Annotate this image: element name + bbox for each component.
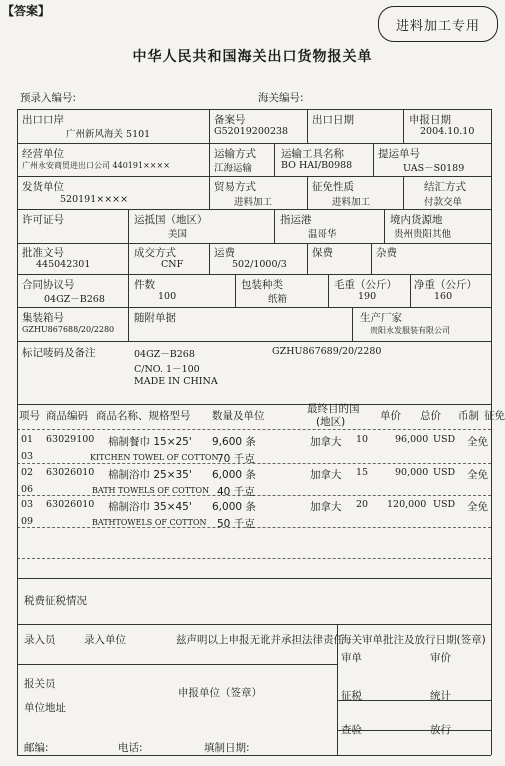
- trade-mode-value: 进料加工: [234, 197, 273, 208]
- trade-mode-label: 贸易方式: [214, 181, 256, 193]
- row-code: 63026010: [46, 499, 95, 510]
- terms-value: CNF: [161, 259, 184, 270]
- declaration-text: 兹声明以上申报无讹并承担法律责任: [176, 634, 344, 646]
- row-no: 02: [21, 467, 34, 478]
- marks-line-1: 04GZ－B268: [134, 349, 195, 360]
- col-header-total: 总价: [420, 410, 441, 422]
- net-value: 160: [434, 291, 453, 302]
- form-title: 中华人民共和国海关出口货物报关单: [132, 49, 373, 65]
- insurance-label: 保费: [312, 247, 333, 259]
- customs-no-label: 海关编号:: [258, 92, 304, 104]
- consignor-value: 520191××××: [60, 194, 129, 205]
- dest-port-label: 指运港: [280, 214, 312, 226]
- row-country: 加拿大: [310, 469, 342, 481]
- entry-person-label: 录入员: [24, 634, 56, 646]
- review-label: 海关审单批注及放行日期(签章): [341, 634, 486, 646]
- record-no-label: 备案号: [214, 114, 246, 126]
- row-sub-name: BATHTOWELS OF COTTON: [92, 518, 207, 527]
- docs-label: 随附单据: [134, 312, 176, 324]
- entry-unit-label: 录入单位: [84, 634, 126, 646]
- tax-nature-value: 进料加工: [332, 197, 371, 208]
- misc-label: 杂费: [376, 247, 397, 259]
- marks-line-2: GZHU867689/20/2280: [272, 346, 382, 357]
- col-header-price: 单价: [380, 410, 401, 422]
- transport-mode-value: 江海运输: [214, 163, 253, 174]
- phone-label: 电话:: [118, 742, 143, 754]
- row-name: 棉制餐巾 15×25': [108, 436, 192, 448]
- marks-label: 标记唛码及备注: [22, 347, 96, 359]
- row-sub-qty: 40 千克: [217, 486, 255, 498]
- audit-label: 审单: [341, 652, 362, 664]
- record-no-value: G52019200238: [214, 126, 289, 137]
- row-sub-qty: 70 千克: [217, 453, 255, 465]
- fill-date-label: 填制日期:: [204, 742, 250, 754]
- pieces-value: 100: [158, 291, 177, 302]
- settlement-value: 付款交单: [424, 197, 463, 208]
- pieces-label: 件数: [134, 279, 155, 291]
- license-label: 许可证号: [22, 214, 64, 226]
- row-sub-no: 09: [21, 516, 34, 527]
- row-price: 15: [356, 467, 369, 478]
- net-label: 净重（公斤）: [414, 279, 477, 291]
- dest-port-value: 温哥华: [308, 229, 337, 240]
- row-qty: 9,600 条: [212, 436, 256, 448]
- transport-mode-label: 运输方式: [214, 148, 256, 160]
- row-sub-name: KITCHEN TOWEL OF COTTON: [90, 453, 219, 462]
- col-header-qty: 数量及单位: [212, 410, 265, 422]
- approval-value: 445042301: [36, 259, 91, 270]
- bill-no-label: 提运单号: [378, 148, 420, 160]
- maker-label: 生产厂家: [360, 312, 402, 324]
- col-header-name: 商品名称、规格型号: [96, 410, 191, 422]
- col-header-currency: 币制: [458, 410, 479, 422]
- row-name: 棉制浴巾 35×45': [108, 501, 192, 513]
- audit-price-label: 审价: [430, 652, 451, 664]
- vessel-label: 运输工具名称: [281, 148, 344, 160]
- row-qty: 6,000 条: [212, 469, 256, 481]
- col-header-region: (地区): [316, 416, 346, 428]
- col-header-tax: 征免: [484, 410, 505, 422]
- row-sub-no: 06: [21, 484, 34, 495]
- col-header-no: 项号: [19, 410, 40, 422]
- contract-label: 合同协议号: [22, 279, 75, 291]
- row-sub-qty: 50 千克: [217, 518, 255, 530]
- row-country: 加拿大: [310, 436, 342, 448]
- row-tax: 全免: [467, 436, 488, 448]
- row-total: 120,000: [387, 499, 427, 510]
- declare-date-value: 2004.10.10: [420, 126, 475, 137]
- package-value: 纸箱: [268, 294, 288, 305]
- row-total: 90,000: [395, 467, 429, 478]
- stamp-text: 进料加工专用: [395, 18, 480, 34]
- col-header-code: 商品编码: [46, 410, 88, 422]
- freight-label: 运费: [214, 247, 235, 259]
- maker-value: 贵阳永发服装有限公司: [370, 326, 450, 335]
- prereg-label: 预录入编号:: [20, 92, 77, 104]
- row-currency: USD: [433, 467, 456, 478]
- row-price: 20: [356, 499, 369, 510]
- freight-value: 502/1000/3: [232, 259, 287, 270]
- declare-date-label: 申报日期: [409, 114, 451, 126]
- statistics-label: 统计: [430, 690, 451, 702]
- tax-section-label: 税费征税情况: [24, 595, 87, 607]
- row-no: 03: [21, 499, 34, 510]
- row-name: 棉制浴巾 25×35': [108, 469, 192, 481]
- export-port-label: 出口口岸: [22, 114, 64, 126]
- unit-address-label: 单位地址: [24, 702, 66, 714]
- vessel-value: BO HAI/B0988: [281, 160, 353, 171]
- row-sub-name: BATH TOWELS OF COTTON: [92, 486, 210, 495]
- inspect-label: 查验: [341, 724, 362, 736]
- container-value: GZHU867688/20/2280: [22, 325, 115, 334]
- row-qty: 6,000 条: [212, 501, 256, 513]
- declarant-label: 报关员: [24, 678, 56, 690]
- operator-value: 广州永安商贸进出口公司 440191××××: [22, 161, 170, 170]
- export-date-label: 出口日期: [312, 114, 354, 126]
- row-code: 63026010: [46, 467, 95, 478]
- gross-value: 190: [358, 291, 377, 302]
- row-price: 10: [356, 434, 369, 445]
- row-code: 63029100: [46, 434, 95, 445]
- answer-tag: 【答案】: [2, 4, 51, 18]
- dest-country-label: 运抵国（地区）: [134, 214, 208, 226]
- row-tax: 全免: [467, 501, 488, 513]
- processing-stamp: [378, 6, 498, 42]
- row-sub-no: 03: [21, 451, 34, 462]
- container-label: 集装箱号: [22, 312, 64, 324]
- package-label: 包装种类: [241, 279, 283, 291]
- consignor-label: 发货单位: [22, 181, 64, 193]
- tax-nature-label: 征免性质: [312, 181, 354, 193]
- settlement-label: 结汇方式: [424, 181, 466, 193]
- row-currency: USD: [433, 434, 456, 445]
- operator-label: 经营单位: [22, 148, 64, 160]
- tax-collect-label: 征税: [341, 690, 362, 702]
- row-total: 96,000: [395, 434, 429, 445]
- source-value: 贵州贵阳其他: [394, 229, 452, 240]
- source-label: 境内货源地: [390, 214, 443, 226]
- row-no: 01: [21, 434, 34, 445]
- contract-value: 04GZ－B268: [44, 294, 105, 305]
- marks-line-4: MADE IN CHINA: [134, 376, 218, 387]
- approval-label: 批准文号: [22, 247, 64, 259]
- bill-no-value: UAS－S0189: [403, 163, 465, 174]
- row-country: 加拿大: [310, 501, 342, 513]
- dest-country-value: 美国: [168, 229, 188, 240]
- gross-label: 毛重（公斤）: [334, 279, 397, 291]
- export-port-value: 广州新风海关 5101: [66, 129, 151, 140]
- row-tax: 全免: [467, 469, 488, 481]
- row-currency: USD: [433, 499, 456, 510]
- postcode-label: 邮编:: [24, 742, 49, 754]
- marks-line-3: C/NO. 1－100: [134, 364, 200, 375]
- declarant-unit-label: 申报单位（签章）: [178, 687, 262, 699]
- col-header-country: 最终目的国: [307, 403, 360, 415]
- terms-label: 成交方式: [134, 247, 176, 259]
- release-label: 放行: [430, 724, 451, 736]
